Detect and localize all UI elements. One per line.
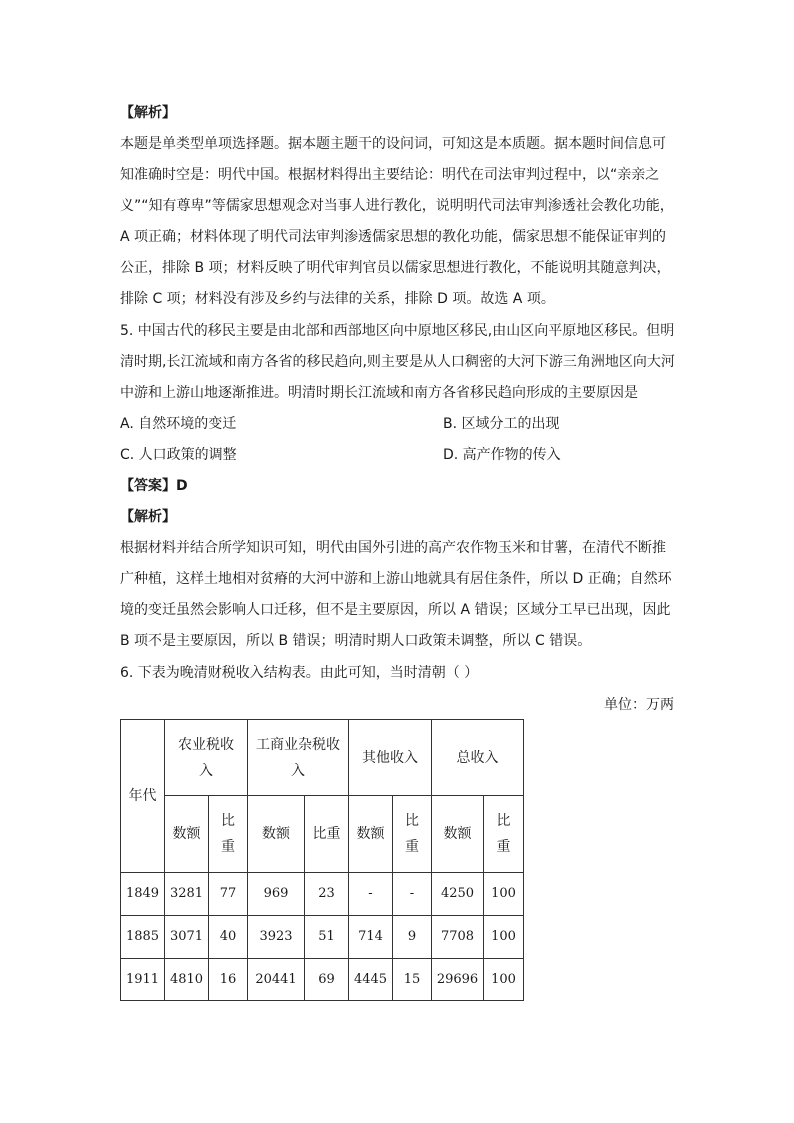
table-cell: 77 — [209, 873, 248, 916]
group-header-commerce — [248, 720, 349, 796]
sub-ratio-line1: 比 — [496, 813, 511, 829]
group-header-line2: 入 — [291, 762, 305, 779]
q5-analysis-line: 根据材料并结合所学知识可知，明代由国外引进的高产农作物玉米和甘薯，在清代不断推 — [120, 540, 666, 556]
table-cell: - — [349, 873, 393, 916]
table-cell: - — [393, 873, 432, 916]
analysis-heading: 【解析】 — [120, 105, 176, 121]
table-cell: 3281 — [165, 873, 209, 916]
table-cell: 1885 — [121, 916, 165, 959]
sub-ratio-line1: 比 — [405, 813, 419, 829]
q5-analysis-heading: 【解析】 — [120, 509, 176, 525]
table-cell: 714 — [349, 916, 393, 959]
table-cell: 20441 — [248, 959, 305, 1001]
group-header-other: 其他收入 — [349, 720, 432, 796]
table-cell: 100 — [484, 916, 524, 959]
q5-option-d: D. 高产作物的传入 — [443, 447, 561, 463]
table-subheader-row — [121, 796, 524, 873]
sub-ratio-line1: 比 — [221, 813, 235, 829]
group-header-line1: 工商业杂税收 — [256, 736, 340, 753]
table-cell: 23 — [305, 873, 349, 916]
analysis-line: 知准确时空是：明代中国。根据材料得出主要结论：明代在司法审判过程中，以“亲亲之 — [120, 167, 660, 183]
sub-ratio-line2: 重 — [405, 839, 419, 855]
analysis-line: A 项正确；材料体现了明代司法审判渗透儒家思想的教化功能，儒家思想不能保证审判的 — [120, 229, 667, 245]
q5-stem-line: 中游和上游山地逐渐推进。明清时期长江流域和南方各省移民趋向形成的主要原因是 — [120, 385, 638, 401]
q5-answer: 【答案】D — [120, 478, 188, 494]
table-cell: 40 — [209, 916, 248, 959]
table-cell: 1849 — [121, 873, 165, 916]
table-cell: 51 — [305, 916, 349, 959]
analysis-line: 公正，排除 B 项；材料反映了明代审判官员以儒家思想进行教化，不能说明其随意判决， — [120, 260, 671, 276]
table-row — [121, 873, 524, 916]
sub-ratio-line2: 重 — [496, 839, 511, 855]
table-cell: 100 — [484, 873, 524, 916]
sub-ratio — [209, 796, 248, 873]
sub-ratio: 比重 — [305, 796, 349, 873]
sub-ratio — [393, 796, 432, 873]
analysis-line: 排除 C 项；材料没有涉及乡约与法律的关系，排除 D 项。故选 A 项。 — [120, 291, 555, 307]
analysis-line: 义”“知有尊卑”等儒家思想观念对当事人进行教化，说明明代司法审判渗透社会教化功能， — [120, 198, 674, 214]
q5-analysis-line: 境的变迁虽然会影响人口迁移，但不是主要原因，所以 A 错误；区域分工早已出现，因此 — [120, 602, 671, 618]
table-row — [121, 959, 524, 1001]
q5-option-b: B. 区域分工的出现 — [443, 416, 560, 432]
sub-ratio-line2: 重 — [221, 839, 235, 855]
sub-amount: 数额 — [248, 796, 305, 873]
table-cell: 3923 — [248, 916, 305, 959]
q5-option-a: A. 自然环境的变迁 — [120, 416, 237, 432]
group-header-line2: 入 — [199, 762, 213, 779]
tax-structure-table — [120, 719, 524, 1001]
table-cell: 3071 — [165, 916, 209, 959]
table-cell: 4250 — [432, 873, 484, 916]
q5-analysis-line: B 项不是主要原因，所以 B 错误；明清时期人口政策未调整，所以 C 错误。 — [120, 633, 592, 649]
sub-ratio — [484, 796, 524, 873]
q6-unit: 单位：万两 — [604, 697, 674, 713]
q5-option-c: C. 人口政策的调整 — [120, 447, 237, 463]
analysis-line: 本题是单类型单项选择题。据本题主题干的设问词，可知这是本质题。据本题时间信息可 — [120, 136, 666, 152]
table-cell: 16 — [209, 959, 248, 1001]
table-cell: 4445 — [349, 959, 393, 1001]
q5-stem-line: 清时期,长江流域和南方各省的移民趋向,则主要是从人口稠密的大河下游三角洲地区向大河 — [120, 354, 675, 370]
group-header-line1: 农业税收 — [178, 736, 234, 753]
group-header-agri — [165, 720, 248, 796]
group-header-total: 总收入 — [432, 720, 524, 796]
year-header: 年代 — [121, 720, 165, 873]
table-cell: 969 — [248, 873, 305, 916]
sub-amount: 数额 — [432, 796, 484, 873]
sub-amount: 数额 — [349, 796, 393, 873]
table-cell: 100 — [484, 959, 524, 1001]
table-header-row — [121, 720, 524, 796]
sub-amount: 数额 — [165, 796, 209, 873]
table-cell: 15 — [393, 959, 432, 1001]
table-cell: 7708 — [432, 916, 484, 959]
q5-stem-line: 5. 中国古代的移民主要是由北部和西部地区向中原地区移民,由山区向平原地区移民。但明 — [120, 323, 675, 339]
table-cell: 9 — [393, 916, 432, 959]
table-cell: 29696 — [432, 959, 484, 1001]
q5-analysis-line: 广种植，这样土地相对贫瘠的大河中游和上游山地就具有居住条件，所以 D 正确；自然环 — [120, 571, 672, 587]
q6-stem: 6. 下表为晚清财税收入结构表。由此可知，当时清朝（ ） — [120, 665, 479, 681]
table-row — [121, 916, 524, 959]
table-cell: 1911 — [121, 959, 165, 1001]
table-cell: 4810 — [165, 959, 209, 1001]
table-cell: 69 — [305, 959, 349, 1001]
